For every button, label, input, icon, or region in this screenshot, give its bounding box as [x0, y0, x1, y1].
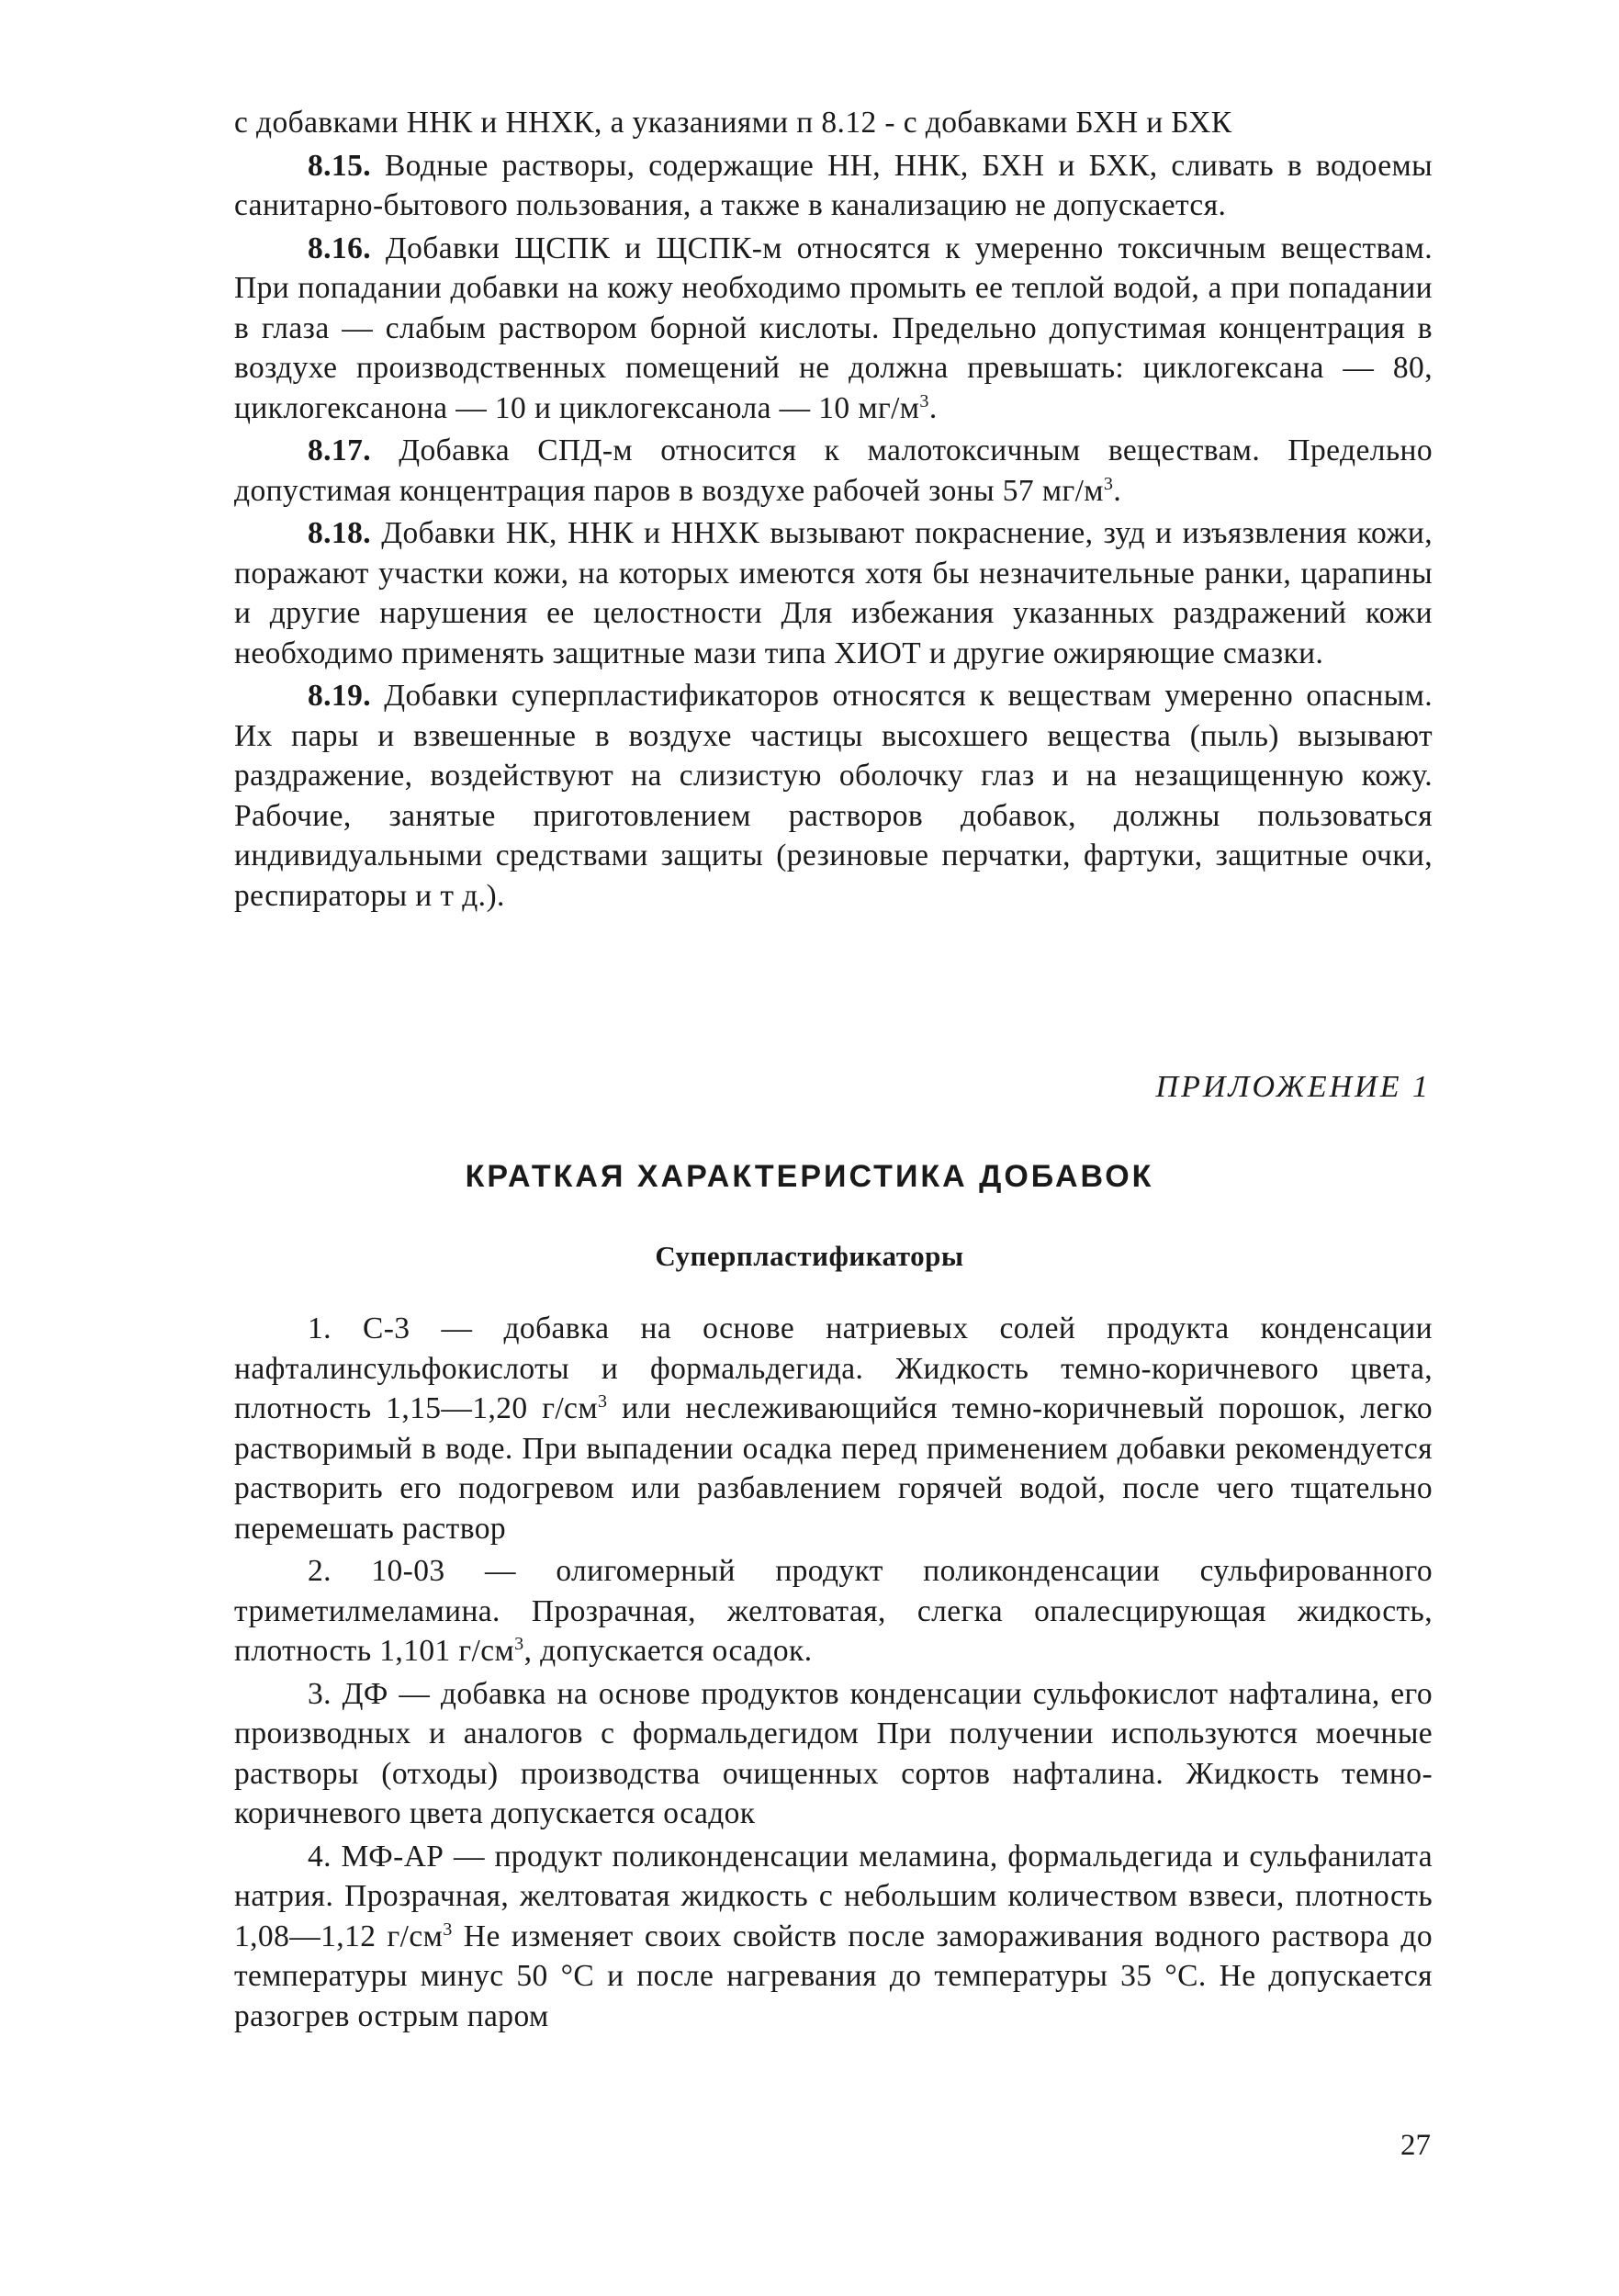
item-text: 1. С-3 — добавка на основе натриевых солей продукта конденсации нафталинсульфокислоты и формальдегида. Жидкость темно-коричневого цвета, плотность 1,15—1,20 г/см: [234, 1311, 1433, 1425]
clause-number: 8.16.: [308, 231, 371, 265]
clause-text: Добавки суперпластификаторов относятся к веществам умеренно опасным. Их пары и взвешенные в воздухе частицы высохшего вещества (пыль) вызывают раздражение, воздействуют на слизистую оболочку глаз и на незащищенную кожу. Рабочие, занятые приготовлением растворов добавок, должны пользоваться индивидуальными средствами защиты (резиновые перчатки, фартуки, защитные очки, респираторы и т д.).: [234, 679, 1433, 913]
clause-text: Добавки ЩСПК и ЩСПК-м относятся к умеренно токсичным веществам. При попадании добавки на кожу необходимо промыть ее теплой водой, а при попадании в глаза — слабым раствором борной кислоты. Предельно допустимая концентрация в воздухе производственных помещений не должна превышать: циклогексана — 80, циклогексанона — 10 и циклогексанола — 10 мг/м: [234, 231, 1433, 425]
list-item: [234, 1837, 1433, 2037]
paragraph-8-15: [234, 146, 1433, 226]
item-text-end: Не изменяет своих свойств после замораживания водного раствора до температуры минус 50 °С и после нагревания до температуры 35 °С. Не допускается разогрев острым паром: [234, 1919, 1433, 2033]
section-title: КРАТКАЯ ХАРАКТЕРИСТИКА ДОБАВОК: [465, 1159, 1154, 1194]
paragraph-8-17: [234, 431, 1433, 511]
superscript: 3: [514, 1633, 524, 1654]
superscript: 3: [919, 390, 929, 411]
superscript: 3: [443, 1919, 453, 1940]
page-number: 27: [1400, 2129, 1431, 2162]
paragraph-continuation: с добавками ННК и ННХК, а указаниями п 8.12 - с добавками БХН и БХК: [234, 106, 1232, 140]
list-item: [234, 1551, 1433, 1671]
item-text: 4. МФ-АР — продукт поликонденсации меламина, формальдегида и сульфанилата натрия. Прозрачная, желтоватая жидкость с небольшим количеством взвеси, плотность 1,08—1,12 г/см: [234, 1839, 1433, 1953]
item-text-end: или неслеживающийся темно-коричневый порошок, легко растворимый в воде. При выпадении осадка перед применением добавки рекомендуется растворить его подогревом или разбавлением горячей водой, после чего тщательно перемешать раствор: [234, 1391, 1433, 1546]
paragraph-8-19: [234, 676, 1433, 916]
list-item: 3. ДФ — добавка на основе продуктов конденсации сульфокислот нафталина, его производных и аналогов с формальдегидом При получении используются моечные растворы (отходы) производства очищенных сортов нафталина. Жидкость темно-коричневого цвета допускается осадок: [234, 1676, 1433, 1830]
appendix-label: ПРИЛОЖЕНИЕ 1: [1155, 1070, 1431, 1104]
section-8-text: [234, 103, 1433, 916]
clause-text-end: .: [1113, 473, 1122, 508]
superscript: 3: [597, 1390, 608, 1412]
clause-number: 8.17.: [308, 433, 371, 467]
clause-text: Водные растворы, содержащие НН, ННК, БХН и БХК, сливать в водоемы санитарно-бытового пользования, а также в канализацию не допускается.: [234, 148, 1433, 222]
list-item: [234, 1309, 1433, 1548]
clause-number: 8.18.: [308, 516, 371, 550]
additives-list: [234, 1309, 1433, 2036]
clause-text-end: .: [928, 390, 938, 425]
section-subtitle: Суперпластификаторы: [655, 1240, 964, 1272]
superscript: 3: [1103, 473, 1114, 494]
clause-text: Добавки НК, ННК и ННХК вызывают покраснение, зуд и изъязвления кожи, поражают участки кожи, на которых имеются хотя бы незначительные ранки, царапины и другие нарушения ее целостности Для избежания указанных раздражений кожи необходимо применять защитные мази типа ХИОТ и другие ожиряющие смазки.: [234, 516, 1433, 670]
item-text-end: , допускается осадок.: [523, 1634, 813, 1668]
clause-number: 8.15.: [308, 148, 371, 183]
item-text: 2. 10-03 — олигомерный продукт поликонденсации сульфированного триметилмеламина. Прозрачная, желтоватая, слегка опалесцирующая жидкость, плотность 1,101 г/см: [234, 1554, 1433, 1668]
clause-text: Добавка СПД-м относится к малотоксичным веществам. Предельно допустимая концентрация паров в воздухе рабочей зоны 57 мг/м: [234, 433, 1433, 508]
clause-number: 8.19.: [308, 679, 371, 713]
paragraph-8-18: [234, 513, 1433, 673]
paragraph-8-16: [234, 229, 1433, 429]
